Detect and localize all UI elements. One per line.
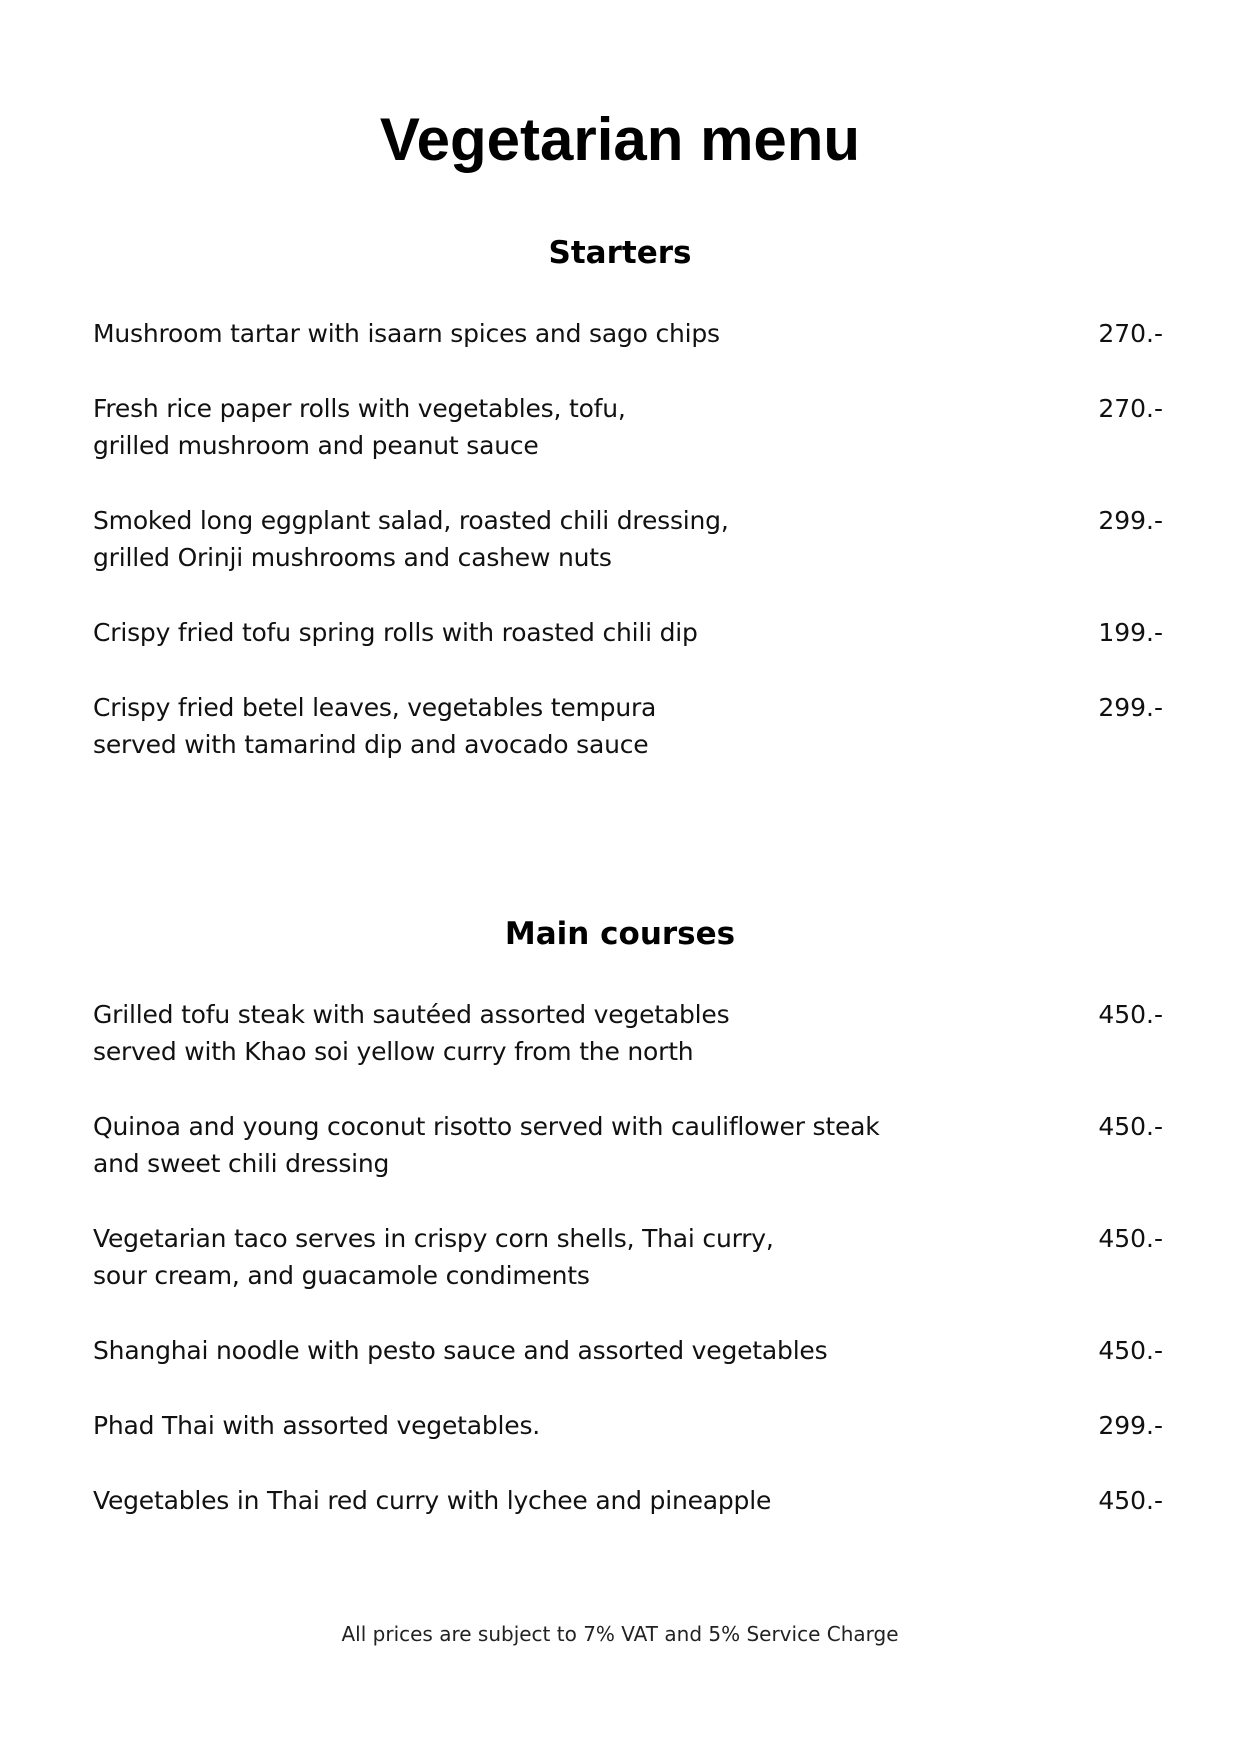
menu-item-name: Vegetables in Thai red curry with lychee and pineapple: [93, 1486, 772, 1515]
footer-note: All prices are subject to 7% VAT and 5% Service Charge: [341, 1622, 899, 1646]
page-title: Vegetarian menu: [379, 106, 861, 173]
menu-item-price: 450.-: [1098, 1486, 1163, 1515]
menu-item-name: Phad Thai with assorted vegetables.: [93, 1411, 541, 1440]
menu-item-price: 450.-: [1098, 1112, 1163, 1141]
menu-item-name: Fresh rice paper rolls with vegetables, tofu, grilled mushroom and peanut sauce: [93, 394, 626, 460]
menu-item-price: 270.-: [1098, 319, 1163, 348]
menu-item-price: 299.-: [1098, 506, 1163, 535]
menu-item-price: 299.-: [1098, 693, 1163, 722]
menu-item-name: Smoked long eggplant salad, roasted chili dressing, grilled Orinji mushrooms and cashew nuts: [93, 506, 729, 572]
section-title-main-courses: Main courses: [504, 916, 736, 952]
menu-item-name: Quinoa and young coconut risotto served with cauliflower steak and sweet chili dressing: [93, 1112, 880, 1178]
menu-item-price: 270.-: [1098, 394, 1163, 423]
menu-item-name: Mushroom tartar with isaarn spices and sago chips: [93, 319, 720, 348]
menu-item-price: 450.-: [1098, 1000, 1163, 1029]
menu-item-name: Vegetarian taco serves in crispy corn shells, Thai curry, sour cream, and guacamole condiments: [93, 1224, 774, 1290]
section-title-starters: Starters: [548, 235, 692, 271]
menu-item-name: Crispy fried betel leaves, vegetables tempura served with tamarind dip and avocado sauce: [93, 693, 657, 759]
menu-item-name: Crispy fried tofu spring rolls with roasted chili dip: [93, 618, 698, 647]
menu-item-name: Grilled tofu steak with sautéed assorted vegetables served with Khao soi yellow curry from the north: [93, 1000, 730, 1066]
menu-item-price: 450.-: [1098, 1336, 1163, 1365]
menu-item-price: 199.-: [1098, 618, 1163, 647]
menu-item-name: Shanghai noodle with pesto sauce and assorted vegetables: [93, 1336, 828, 1365]
menu-item-price: 450.-: [1098, 1224, 1163, 1253]
menu-item-price: 299.-: [1098, 1411, 1163, 1440]
